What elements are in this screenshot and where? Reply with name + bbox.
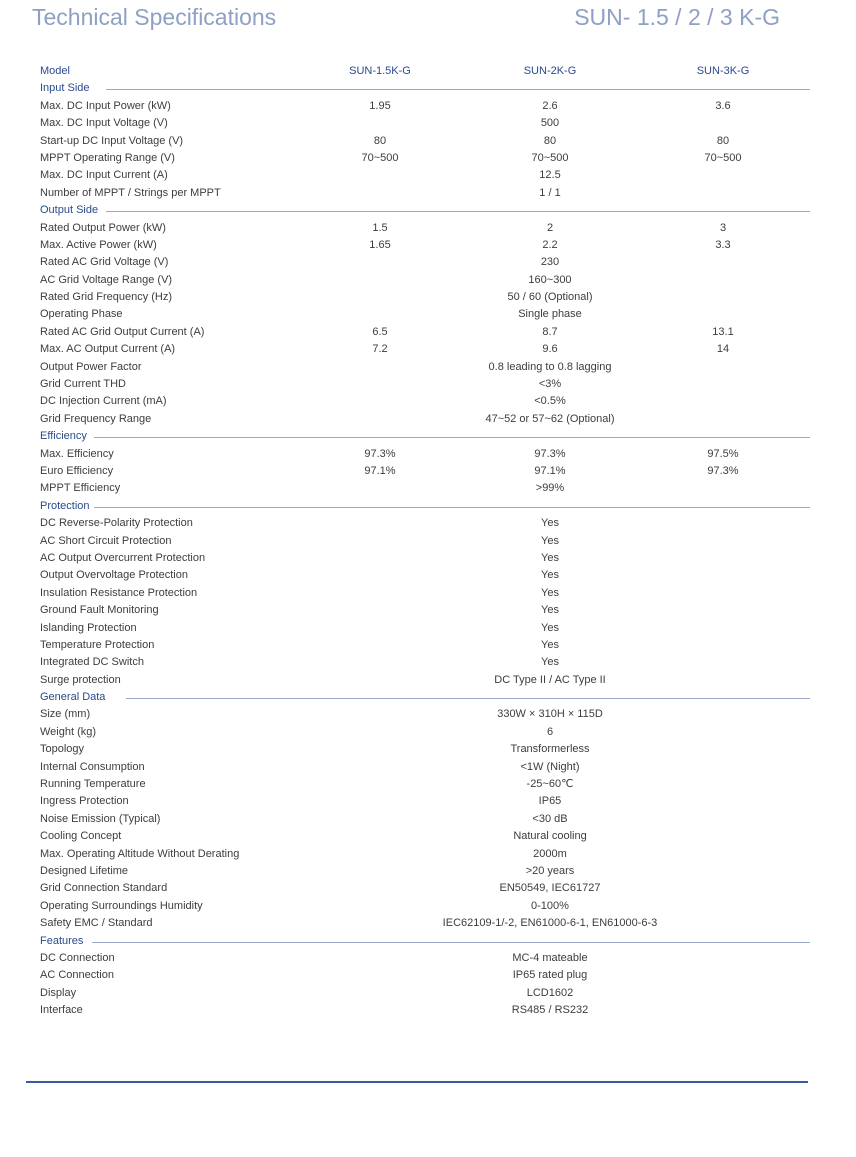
section-header xyxy=(40,498,810,515)
spec-label: AC Output Overcurrent Protection xyxy=(40,551,206,564)
section-title: General Data xyxy=(40,691,106,704)
spec-value: 80 xyxy=(543,134,557,147)
spec-label: AC Connection xyxy=(40,969,114,982)
spec-row xyxy=(40,672,810,689)
spec-value: 3 xyxy=(719,221,727,234)
spec-value: >99% xyxy=(535,482,565,495)
spec-label: Noise Emission (Typical) xyxy=(40,812,161,825)
spec-value: MC-4 mateable xyxy=(512,951,588,964)
spec-label: Interface xyxy=(40,1004,83,1017)
spec-value: >20 years xyxy=(525,864,575,877)
spec-row xyxy=(40,793,810,810)
spec-value: 1.5 xyxy=(372,221,388,234)
spec-value: 2000m xyxy=(533,847,567,860)
spec-label: Running Temperature xyxy=(40,778,146,791)
section-divider xyxy=(92,942,810,943)
spec-value: Yes xyxy=(541,534,559,547)
spec-label: Integrated DC Switch xyxy=(40,656,144,669)
spec-value: 2.6 xyxy=(542,99,558,112)
spec-label: Topology xyxy=(40,743,85,756)
page-title: Technical Specifications xyxy=(32,4,277,30)
spec-label: Max. DC Input Power (kW) xyxy=(40,99,171,112)
spec-row xyxy=(40,272,810,289)
spec-row xyxy=(40,620,810,637)
spec-row xyxy=(40,306,810,323)
spec-label: Max. AC Output Current (A) xyxy=(40,343,176,356)
model-row xyxy=(40,63,810,80)
spec-value: <1W (Night) xyxy=(520,760,580,773)
spec-label: DC Injection Current (mA) xyxy=(40,395,167,408)
spec-row xyxy=(40,480,810,497)
spec-value: <3% xyxy=(538,378,562,391)
spec-row xyxy=(40,254,810,271)
spec-label: Rated AC Grid Voltage (V) xyxy=(40,256,169,269)
spec-row xyxy=(40,880,810,897)
spec-label: Grid Current THD xyxy=(40,378,126,391)
section-divider xyxy=(106,211,810,212)
spec-label: Size (mm) xyxy=(40,708,91,721)
spec-value: 330W × 310H × 115D xyxy=(497,708,603,721)
spec-value: Yes xyxy=(541,517,559,530)
spec-label: Grid Connection Standard xyxy=(40,882,168,895)
section-divider xyxy=(126,698,810,699)
model-label: Model xyxy=(40,65,70,77)
spec-row xyxy=(40,567,810,584)
spec-value: 97.5% xyxy=(707,447,739,460)
spec-label: Grid Frequency Range xyxy=(40,412,152,425)
spec-value: IP65 xyxy=(538,795,562,808)
spec-value: Single phase xyxy=(518,308,582,321)
spec-label: Max. Operating Altitude Without Derating xyxy=(40,847,240,860)
spec-row xyxy=(40,237,810,254)
spec-value: 500 xyxy=(540,117,560,130)
spec-value: 2.2 xyxy=(542,238,558,251)
spec-value: 0-100% xyxy=(531,899,569,912)
spec-label: Euro Efficiency xyxy=(40,464,114,477)
spec-row xyxy=(40,706,810,723)
spec-row xyxy=(40,741,810,758)
spec-value: 47~52 or 57~62 (Optional) xyxy=(485,412,615,425)
spec-row xyxy=(40,376,810,393)
spec-label: Max. Efficiency xyxy=(40,447,114,460)
spec-value: <0.5% xyxy=(534,395,566,408)
spec-sections xyxy=(40,80,810,1019)
section-divider xyxy=(106,89,810,90)
spec-value: Yes xyxy=(541,569,559,582)
spec-row xyxy=(40,133,810,150)
spec-value: 3.3 xyxy=(715,238,731,251)
spec-value: 6 xyxy=(546,725,554,738)
spec-row xyxy=(40,846,810,863)
spec-row xyxy=(40,411,810,428)
spec-value: 80 xyxy=(373,134,387,147)
spec-row xyxy=(40,950,810,967)
spec-label: Designed Lifetime xyxy=(40,864,129,877)
spec-label: Islanding Protection xyxy=(40,621,137,634)
spec-row xyxy=(40,602,810,619)
spec-value: 97.1% xyxy=(364,464,396,477)
spec-value: 70~500 xyxy=(361,151,399,164)
spec-value: 70~500 xyxy=(704,151,742,164)
spec-value: EN50549, IEC61727 xyxy=(499,882,601,895)
spec-value: 1.65 xyxy=(369,238,391,251)
spec-table xyxy=(40,63,810,1019)
spec-value: 1.95 xyxy=(369,99,391,112)
spec-value: IP65 rated plug xyxy=(512,969,588,982)
spec-value: 6.5 xyxy=(372,325,388,338)
spec-value: <30 dB xyxy=(532,812,568,825)
spec-value: 97.3% xyxy=(534,447,566,460)
spec-value: 14 xyxy=(716,343,730,356)
spec-row xyxy=(40,341,810,358)
spec-label: Max. Active Power (kW) xyxy=(40,238,157,251)
spec-label: Rated AC Grid Output Current (A) xyxy=(40,325,205,338)
model-name: SUN-3K-G xyxy=(696,65,750,77)
spec-label: Weight (kg) xyxy=(40,725,97,738)
spec-row xyxy=(40,1002,810,1019)
spec-value: Yes xyxy=(541,638,559,651)
spec-value: -25~60℃ xyxy=(526,778,574,791)
model-name: SUN-2K-G xyxy=(523,65,577,77)
spec-row xyxy=(40,724,810,741)
spec-label: Operating Surroundings Humidity xyxy=(40,899,203,912)
spec-label: Rated Grid Frequency (Hz) xyxy=(40,291,173,304)
footer-divider xyxy=(26,1081,808,1083)
spec-value: 97.3% xyxy=(364,447,396,460)
spec-row xyxy=(40,915,810,932)
spec-value: RS485 / RS232 xyxy=(511,1004,589,1017)
spec-row xyxy=(40,463,810,480)
spec-value: IEC62109-1/-2, EN61000-6-1, EN61000-6-3 xyxy=(442,917,658,930)
spec-value: Yes xyxy=(541,551,559,564)
spec-row xyxy=(40,759,810,776)
section-title: Input Side xyxy=(40,82,90,95)
spec-label: Number of MPPT / Strings per MPPT xyxy=(40,186,221,199)
spec-label: Ground Fault Monitoring xyxy=(40,604,159,617)
spec-label: Output Overvoltage Protection xyxy=(40,569,188,582)
spec-value: 7.2 xyxy=(372,343,388,356)
spec-label: DC Reverse-Polarity Protection xyxy=(40,517,193,530)
spec-label: AC Short Circuit Protection xyxy=(40,534,172,547)
spec-value: 3.6 xyxy=(715,99,731,112)
section-title: Features xyxy=(40,934,84,947)
spec-row xyxy=(40,515,810,532)
spec-row xyxy=(40,167,810,184)
spec-value: LCD1602 xyxy=(526,986,574,999)
spec-row xyxy=(40,863,810,880)
spec-value: 2 xyxy=(546,221,554,234)
spec-label: Surge protection xyxy=(40,673,121,686)
spec-label: Ingress Protection xyxy=(40,795,129,808)
section-divider xyxy=(94,507,810,508)
spec-value: Yes xyxy=(541,604,559,617)
model-name: SUN-1.5K-G xyxy=(349,65,411,77)
spec-row xyxy=(40,585,810,602)
spec-value: 160~300 xyxy=(528,273,572,286)
spec-label: AC Grid Voltage Range (V) xyxy=(40,273,173,286)
spec-label: Display xyxy=(40,986,77,999)
spec-label: Internal Consumption xyxy=(40,760,145,773)
spec-row xyxy=(40,811,810,828)
spec-value: Natural cooling xyxy=(513,830,587,843)
spec-value: 50 / 60 (Optional) xyxy=(507,291,593,304)
spec-row xyxy=(40,220,810,237)
spec-row xyxy=(40,828,810,845)
spec-label: Max. DC Input Current (A) xyxy=(40,169,168,182)
section-title: Efficiency xyxy=(40,430,87,443)
spec-row xyxy=(40,967,810,984)
section-divider xyxy=(94,437,810,438)
product-title: SUN- 1.5 / 2 / 3 K-G xyxy=(574,4,780,30)
spec-value: 1 / 1 xyxy=(539,186,561,199)
spec-value: 9.6 xyxy=(542,343,558,356)
spec-row xyxy=(40,98,810,115)
section-title: Protection xyxy=(40,499,90,512)
spec-label: Cooling Concept xyxy=(40,830,122,843)
section-header xyxy=(40,428,810,445)
spec-value: 13.1 xyxy=(712,325,734,338)
spec-row xyxy=(40,324,810,341)
spec-row xyxy=(40,533,810,550)
spec-label: Temperature Protection xyxy=(40,638,155,651)
spec-row xyxy=(40,115,810,132)
section-header xyxy=(40,80,810,97)
spec-label: DC Connection xyxy=(40,951,115,964)
spec-label: Rated Output Power (kW) xyxy=(40,221,166,234)
spec-row xyxy=(40,654,810,671)
spec-row xyxy=(40,393,810,410)
section-header xyxy=(40,689,810,706)
spec-value: Yes xyxy=(541,621,559,634)
spec-value: DC Type II / AC Type II xyxy=(494,673,606,686)
spec-row xyxy=(40,446,810,463)
spec-label: Safety EMC / Standard xyxy=(40,917,153,930)
spec-row xyxy=(40,898,810,915)
spec-label: Start-up DC Input Voltage (V) xyxy=(40,134,184,147)
spec-value: 97.1% xyxy=(534,464,566,477)
spec-label: Max. DC Input Voltage (V) xyxy=(40,117,168,130)
spec-value: 8.7 xyxy=(542,325,558,338)
section-title: Output Side xyxy=(40,204,99,217)
spec-value: 80 xyxy=(716,134,730,147)
spec-row xyxy=(40,289,810,306)
spec-value: Yes xyxy=(541,656,559,669)
spec-row xyxy=(40,550,810,567)
section-header xyxy=(40,933,810,950)
spec-row xyxy=(40,985,810,1002)
spec-row xyxy=(40,185,810,202)
spec-value: 12.5 xyxy=(539,169,561,182)
spec-row xyxy=(40,150,810,167)
spec-label: Operating Phase xyxy=(40,308,123,321)
spec-label: Insulation Resistance Protection xyxy=(40,586,198,599)
spec-value: 0.8 leading to 0.8 lagging xyxy=(488,360,612,373)
spec-row xyxy=(40,637,810,654)
spec-value: 70~500 xyxy=(531,151,569,164)
section-header xyxy=(40,202,810,219)
spec-label: MPPT Efficiency xyxy=(40,482,121,495)
spec-value: Transformerless xyxy=(510,743,590,756)
spec-row xyxy=(40,776,810,793)
spec-value: 230 xyxy=(540,256,560,269)
spec-label: Output Power Factor xyxy=(40,360,142,373)
spec-value: Yes xyxy=(541,586,559,599)
spec-row xyxy=(40,359,810,376)
spec-label: MPPT Operating Range (V) xyxy=(40,151,175,164)
spec-value: 97.3% xyxy=(707,464,739,477)
